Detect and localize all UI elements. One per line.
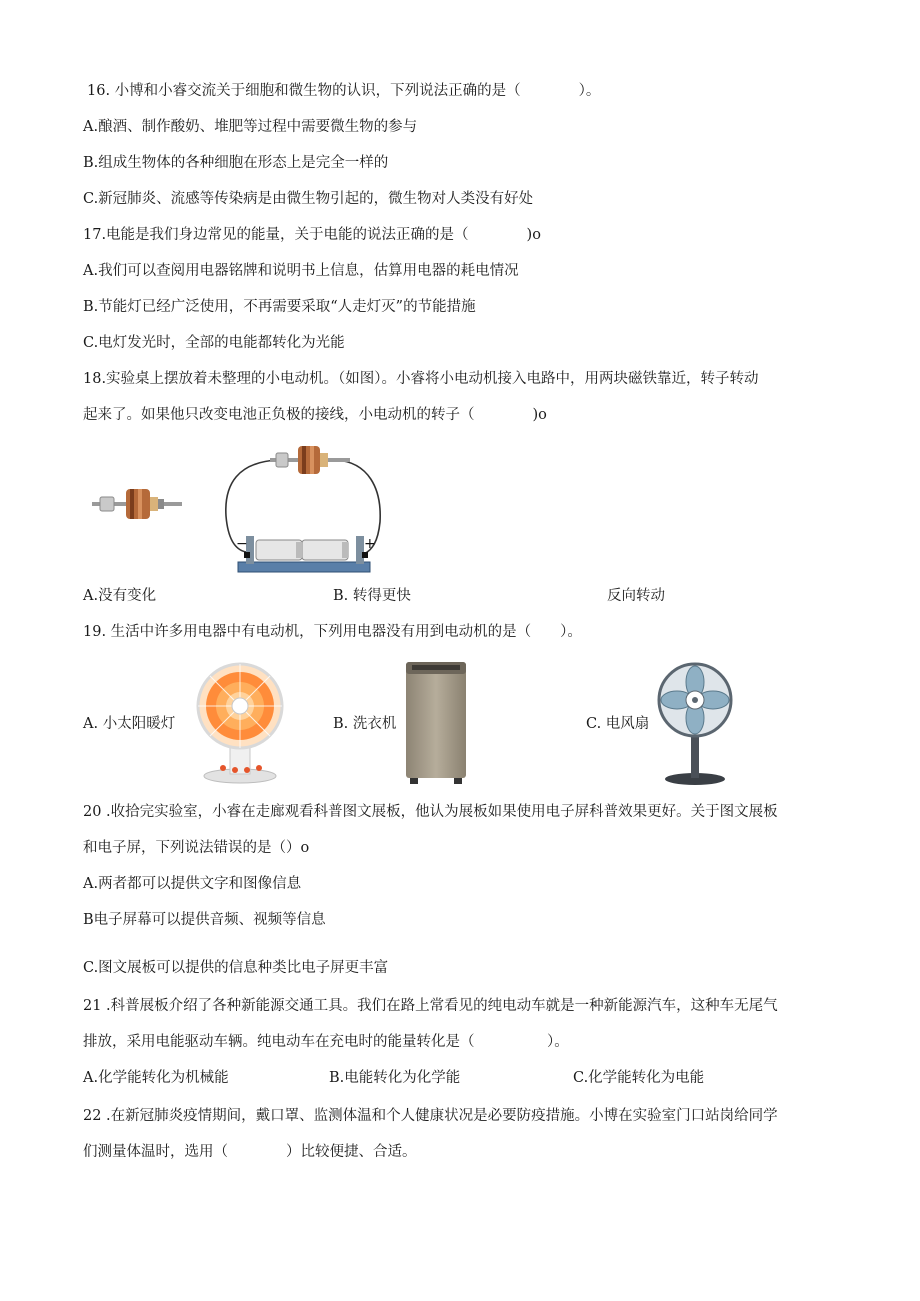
q21-option-a: A.化学能转化为机械能 [83,1070,229,1086]
q19-option-c: C. 电风扇 [586,716,650,732]
q20-stem-line1: 20 .收拾完实验室，小睿在走廊观看科普图文展板，他认为展板如果使用电子屏科普效果更好。关于图文展板 [83,804,778,820]
q16-option-c: C.新冠肺炎、流感等传染病是由微生物引起的，微生物对人类没有好处 [83,191,534,207]
q21-option-b: B.电能转化为化学能 [329,1070,461,1086]
q18-stem-line2: 起来了。如果他只改变电池正负极的接线，小电动机的转子（ )o [83,407,547,423]
q20-option-b: B电子屏幕可以提供音频、视频等信息 [83,912,326,928]
q19-option-b: B. 洗衣机 [333,716,397,732]
q18-option-c: 反向转动 [607,588,665,604]
q22-stem-line1: 22 .在新冠肺炎疫情期间，戴口罩、监测体温和个人健康状况是必要防疫措施。小博在实验室门口站岗给同学 [83,1108,778,1124]
q19-option-a: A. 小太阳暖灯 [83,716,176,732]
heater-image [190,658,290,784]
q16-option-a: A.酿酒、制作酸奶、堆肥等过程中需要微生物的参与 [83,119,418,135]
q20-option-a: A.两者都可以提供文字和图像信息 [83,876,302,892]
q20-stem-line2: 和电子屏，下列说法错误的是（）o [83,840,310,856]
electric-fan-image [655,660,735,786]
negative-terminal-label: − [236,536,248,552]
q17-option-a: A.我们可以查阅用电器铭牌和说明书上信息，估算用电器的耗电情况 [83,263,519,279]
q21-option-c: C.化学能转化为电能 [573,1070,705,1086]
q17-option-c: C.电灯发光时，全部的电能都转化为光能 [83,335,345,351]
washing-machine-image [404,658,468,786]
q21-stem-line1: 21 .科普展板介绍了各种新能源交通工具。我们在路上常看见的纯电动车就是一种新能源汽车，这种车无尾气 [83,998,778,1014]
q17-stem: 17.电能是我们身边常见的能量，关于电能的说法正确的是（ )o [83,227,541,243]
q20-option-c: C.图文展板可以提供的信息种类比电子屏更丰富 [83,960,389,976]
motor-rotor-figure [92,486,182,522]
q18-option-b: B. 转得更快 [333,588,411,604]
q18-option-a: A.没有变化 [83,588,157,604]
q22-stem-line2: 们测量体温时，选用（ ）比较便捷、合适。 [83,1144,417,1160]
q21-stem-line2: 排放，采用电能驱动车辆。纯电动车在充电时的能量转化是（ ）。 [83,1034,569,1050]
positive-terminal-label: + [364,536,376,552]
q16-stem: 16. 小博和小睿交流关于细胞和微生物的认识，下列说法正确的是（ ）。 [87,83,601,99]
q17-option-b: B.节能灯已经广泛使用，不再需要采取“人走灯灭”的节能措施 [83,299,476,315]
q19-stem: 19. 生活中许多用电器中有电动机，下列用电器没有用到电动机的是（ ）。 [83,624,582,640]
q16-option-b: B.组成生物体的各种细胞在形态上是完全一样的 [83,155,389,171]
motor-circuit-figure [218,444,390,578]
q18-stem-line1: 18.实验桌上摆放着未整理的小电动机。（如图）。小睿将小电动机接入电路中，用两块磁铁靠近，转子转动 [83,371,759,387]
